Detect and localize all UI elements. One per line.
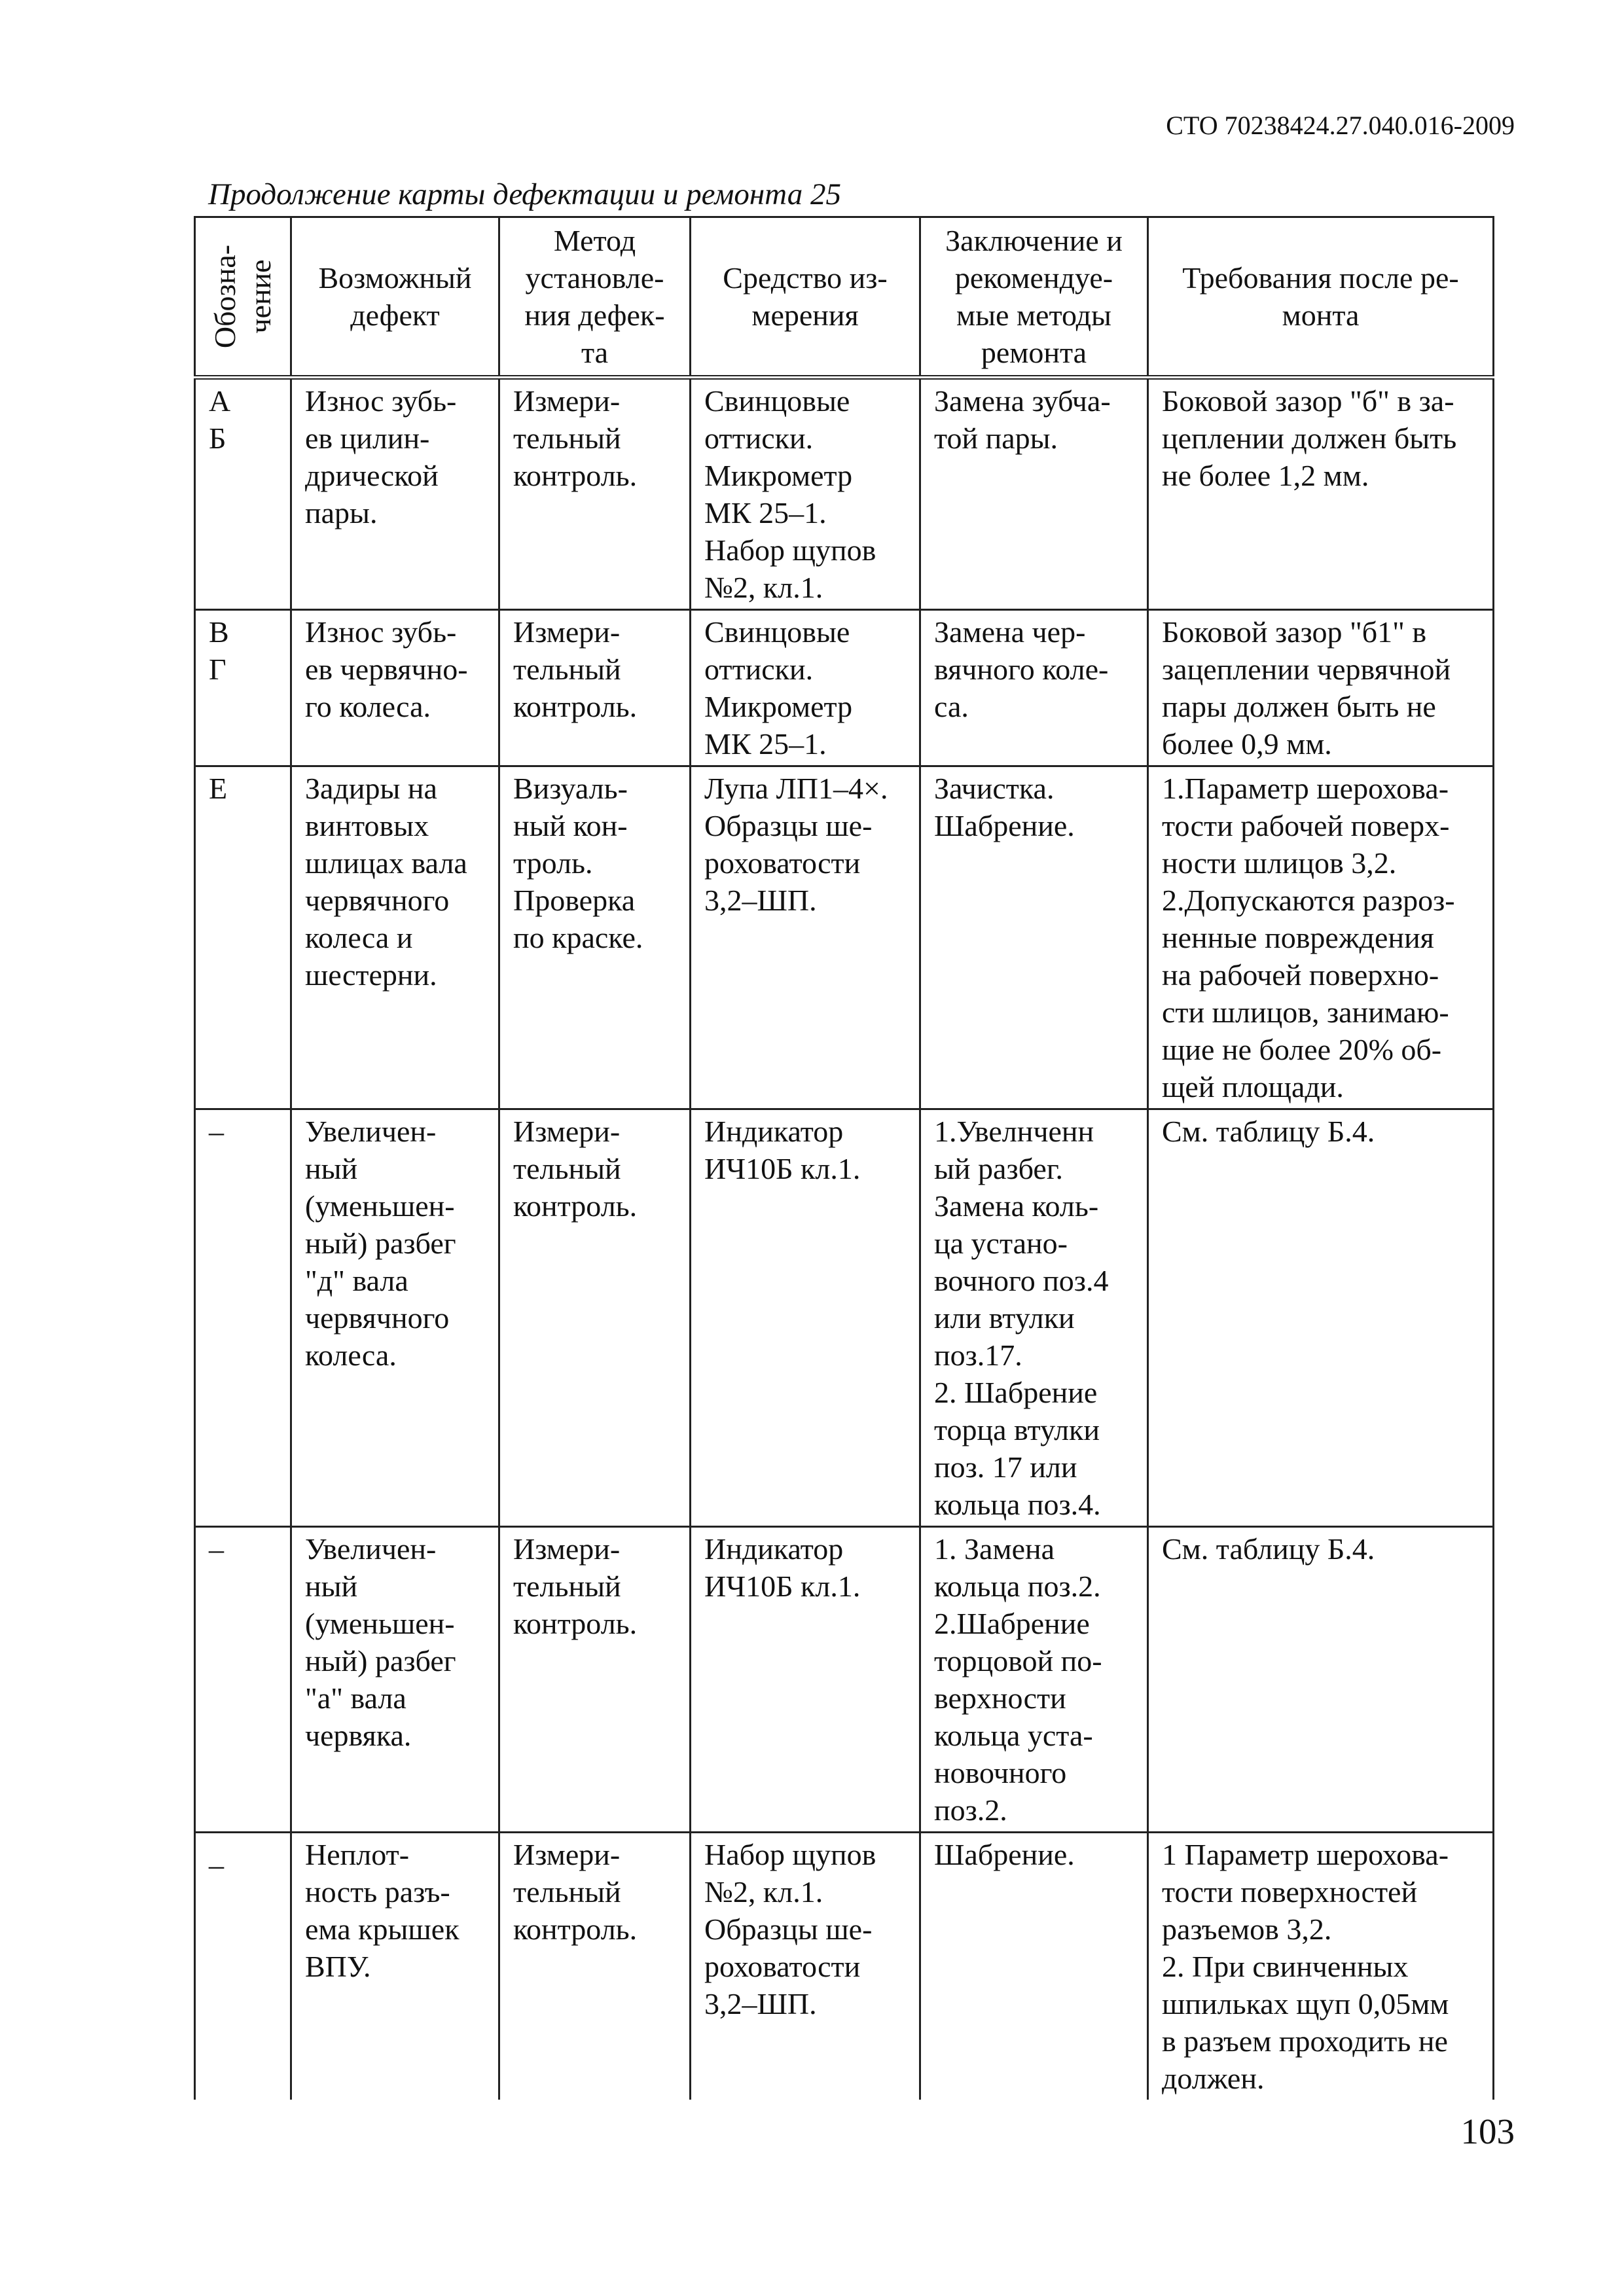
cell-defect: Износ зубь- ев цилин- дрической пары. bbox=[291, 378, 499, 610]
cell-requirements: 1.Параметр шерохова- тости рабочей поверх- ности шлицов 3,2. 2.Допускаются разроз- ненные повреждения на рабочей поверхно- сти шлицов, занимаю- щие не более 20% об- щей площади. bbox=[1148, 766, 1494, 1109]
header-row bbox=[195, 217, 1494, 378]
cell-requirements: Боковой зазор "б1" в зацеплении червячной пары должен быть не более 0,9 мм. bbox=[1148, 610, 1494, 766]
cell-designation: _ bbox=[195, 1833, 291, 2100]
cell-repair: 1.Увелнченн ый разбег. Замена коль- ца устано- вочного поз.4 или втулки поз.17. 2. Шабрение торца втулки поз. 17 или кольца поз.4. bbox=[920, 1109, 1148, 1527]
cell-method: Измери- тельный контроль. bbox=[499, 378, 691, 610]
cell-tool: Лупа ЛП1–4×. Образцы ше- роховатости 3,2–ШП. bbox=[691, 766, 920, 1109]
cell-tool: Набор щупов №2, кл.1. Образцы ше- роховатости 3,2–ШП. bbox=[691, 1833, 920, 2100]
cell-method: Измери- тельный контроль. bbox=[499, 610, 691, 766]
defect-repair-table bbox=[194, 216, 1494, 2100]
cell-defect: Износ зубь- ев червячно- го колеса. bbox=[291, 610, 499, 766]
column-header-designation bbox=[195, 217, 291, 378]
cell-method: Измери- тельный контроль. bbox=[499, 1527, 691, 1833]
cell-tool: Индикатор ИЧ10Б кл.1. bbox=[691, 1109, 920, 1527]
table-row bbox=[195, 766, 1494, 1109]
cell-tool: Индикатор ИЧ10Б кл.1. bbox=[691, 1527, 920, 1833]
table-row bbox=[195, 610, 1494, 766]
cell-method: Измери- тельный контроль. bbox=[499, 1833, 691, 2100]
cell-requirements: 1 Параметр шерохова- тости поверхностей разъемов 3,2. 2. При свинченных шпильках щуп 0,05мм в разъем проходить не должен. bbox=[1148, 1833, 1494, 2100]
cell-defect: Неплот- ность разъ- ема крышек ВПУ. bbox=[291, 1833, 499, 2100]
cell-requirements: См. таблицу Б.4. bbox=[1148, 1109, 1494, 1527]
table-row bbox=[195, 378, 1494, 610]
cell-tool: Свинцовые оттиски. Микрометр МК 25–1. bbox=[691, 610, 920, 766]
cell-repair: 1. Замена кольца поз.2. 2.Шабрение торцовой по- верхности кольца уста- новочного поз.2. bbox=[920, 1527, 1148, 1833]
cell-method: Визуаль- ный кон- троль. Проверка по краске. bbox=[499, 766, 691, 1109]
column-header-tool: Средство из- мерения bbox=[691, 217, 920, 378]
cell-defect: Задиры на винтовых шлицах вала червячного колеса и шестерни. bbox=[291, 766, 499, 1109]
cell-defect: Увеличен- ный (уменьшен- ный) разбег "д" вала червячного колеса. bbox=[291, 1109, 499, 1527]
table-body bbox=[195, 378, 1494, 2100]
table-row bbox=[195, 1527, 1494, 1833]
cell-designation: – bbox=[195, 1527, 291, 1833]
table-row bbox=[195, 1833, 1494, 2100]
cell-method: Измери- тельный контроль. bbox=[499, 1109, 691, 1527]
table-header bbox=[195, 217, 1494, 378]
cell-defect: Увеличен- ный (уменьшен- ный) разбег "а" вала червяка. bbox=[291, 1527, 499, 1833]
page-number: 103 bbox=[1460, 2111, 1515, 2151]
cell-repair: Замена зубча- той пары. bbox=[920, 378, 1148, 610]
cell-tool: Свинцовые оттиски. Микрометр МК 25–1. Набор щупов №2, кл.1. bbox=[691, 378, 920, 610]
cell-requirements: Боковой зазор "б" в за- цеплении должен быть не более 1,2 мм. bbox=[1148, 378, 1494, 610]
cell-repair: Замена чер- вячного коле- са. bbox=[920, 610, 1148, 766]
cell-repair: Шабрение. bbox=[920, 1833, 1148, 2100]
column-header-repair: Заключение и рекомендуе- мые методы ремонта bbox=[920, 217, 1148, 378]
document-code: СТО 70238424.27.040.016-2009 bbox=[1166, 111, 1515, 140]
cell-designation: В Г bbox=[195, 610, 291, 766]
table-caption: Продолжение карты дефектации и ремонта 25 bbox=[208, 177, 841, 211]
table-row bbox=[195, 1109, 1494, 1527]
cell-requirements: См. таблицу Б.4. bbox=[1148, 1527, 1494, 1833]
cell-designation: – bbox=[195, 1109, 291, 1527]
cell-repair: Зачистка. Шабрение. bbox=[920, 766, 1148, 1109]
column-header-designation-label: Обозна- чение bbox=[208, 244, 277, 349]
column-header-method: Метод установле- ния дефек- та bbox=[499, 217, 691, 378]
cell-designation: А Б bbox=[195, 378, 291, 610]
column-header-requirements: Требования после ре- монта bbox=[1148, 217, 1494, 378]
cell-designation: Е bbox=[195, 766, 291, 1109]
column-header-defect: Возможный дефект bbox=[291, 217, 499, 378]
